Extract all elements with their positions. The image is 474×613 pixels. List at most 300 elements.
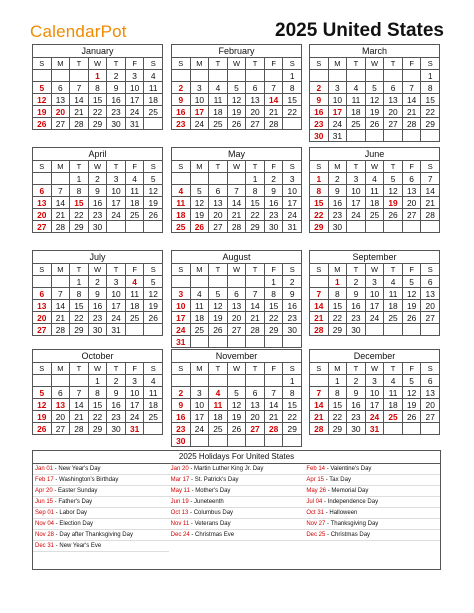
day-cell: 17 [191, 106, 210, 118]
day-cell: 25 [126, 209, 145, 221]
day-cell: 20 [246, 411, 265, 423]
day-cell: 7 [70, 82, 89, 94]
day-cell: 29 [89, 423, 108, 435]
empty-day-cell [283, 118, 302, 130]
day-cell: 4 [384, 375, 403, 387]
empty-day-cell [52, 375, 71, 387]
day-cell: 4 [209, 387, 228, 399]
weekday-header: T [384, 264, 403, 276]
holiday-date: Apr 20 [35, 488, 53, 494]
day-cell: 4 [126, 276, 145, 288]
holiday-date: Nov 04 [35, 521, 55, 527]
day-cell: 31 [172, 336, 191, 348]
holiday-name: Day after Thanksgiving Day [59, 532, 133, 538]
day-cell: 21 [310, 312, 329, 324]
day-cell: 10 [366, 288, 385, 300]
day-cell: 24 [126, 106, 145, 118]
holiday-name: New Year's Eve [59, 543, 102, 549]
month-name: October [32, 349, 163, 362]
day-cell: 17 [366, 399, 385, 411]
day-cell: 16 [89, 300, 108, 312]
holiday-date: Apr 15 [306, 477, 325, 483]
empty-day-cell [33, 276, 52, 288]
day-cell: 19 [144, 300, 163, 312]
empty-day-cell [52, 70, 71, 82]
day-cell: 10 [107, 185, 126, 197]
weekday-header: T [347, 58, 366, 70]
day-cell: 8 [329, 387, 348, 399]
day-cell: 1 [421, 70, 440, 82]
day-cell: 25 [209, 423, 228, 435]
day-cell: 9 [329, 185, 348, 197]
month-days-grid [171, 57, 302, 130]
empty-day-cell [144, 423, 163, 435]
day-cell: 14 [265, 94, 284, 106]
day-cell: 19 [33, 106, 52, 118]
weekday-header: M [329, 264, 348, 276]
page-title: 2025 United States [275, 20, 444, 41]
day-cell: 28 [310, 324, 329, 336]
day-cell: 27 [52, 118, 71, 130]
weekday-header: F [126, 363, 145, 375]
holiday-item: Dec 24 - Christmas Eve [169, 530, 305, 541]
day-cell: 8 [421, 82, 440, 94]
empty-day-cell [52, 173, 71, 185]
holiday-item: Dec 25 - Christmas Day [304, 530, 440, 541]
weekday-header: T [209, 161, 228, 173]
holiday-name: Valentine's Day [330, 466, 372, 472]
day-cell: 27 [421, 312, 440, 324]
day-cell: 9 [310, 94, 329, 106]
weekday-header: S [310, 264, 329, 276]
day-cell: 25 [384, 312, 403, 324]
day-cell: 5 [209, 288, 228, 300]
empty-day-cell [283, 336, 302, 348]
day-cell: 2 [107, 70, 126, 82]
holiday-item: Oct 31 - Halloween [304, 508, 440, 519]
day-cell: 18 [384, 300, 403, 312]
weekday-header: S [283, 264, 302, 276]
weekday-header: M [191, 58, 210, 70]
weekday-header: W [89, 58, 108, 70]
month-days-grid [32, 263, 163, 336]
holiday-name: Washington's Birthday [59, 477, 119, 483]
empty-day-cell [403, 423, 422, 435]
day-cell: 11 [209, 94, 228, 106]
holiday-item: Sep 01 - Labor Day [33, 508, 169, 519]
day-cell: 29 [89, 118, 108, 130]
holiday-item: Apr 15 - Tax Day [304, 475, 440, 486]
day-cell: 28 [70, 423, 89, 435]
day-cell: 23 [89, 209, 108, 221]
day-cell: 1 [246, 173, 265, 185]
empty-day-cell [209, 435, 228, 447]
empty-day-cell [421, 324, 440, 336]
holiday-name: Father's Day [58, 499, 93, 505]
day-cell: 27 [209, 221, 228, 233]
day-cell: 16 [310, 106, 329, 118]
holiday-name: Thanksgiving Day [330, 521, 379, 527]
day-cell: 6 [246, 82, 265, 94]
day-cell: 18 [209, 106, 228, 118]
day-cell: 20 [421, 300, 440, 312]
empty-day-cell [403, 324, 422, 336]
day-cell: 3 [107, 276, 126, 288]
holiday-date: Dec 24 [170, 532, 190, 538]
day-cell: 23 [172, 118, 191, 130]
day-cell: 31 [366, 423, 385, 435]
day-cell: 11 [172, 197, 191, 209]
holiday-item: Jan 20 - Martin Luther King Jr. Day [169, 464, 305, 475]
day-cell: 23 [310, 118, 329, 130]
day-cell: 31 [329, 130, 348, 142]
day-cell: 25 [172, 221, 191, 233]
empty-day-cell [347, 70, 366, 82]
day-cell: 26 [228, 118, 247, 130]
weekday-header: S [172, 264, 191, 276]
day-cell: 23 [172, 423, 191, 435]
holiday-item: Nov 28 - Day after Thanksgiving Day [33, 530, 169, 541]
day-cell: 10 [107, 288, 126, 300]
holidays-columns [33, 464, 440, 552]
month-september [309, 250, 440, 336]
empty-day-cell [384, 70, 403, 82]
holiday-date: May 26 [306, 488, 327, 494]
day-cell: 31 [107, 324, 126, 336]
month-february [171, 44, 302, 130]
day-cell: 16 [172, 411, 191, 423]
day-cell: 12 [144, 185, 163, 197]
day-cell: 25 [126, 312, 145, 324]
holiday-item: Jun 15 - Father's Day [33, 497, 169, 508]
day-cell: 26 [384, 209, 403, 221]
day-cell: 13 [421, 288, 440, 300]
month-july [32, 250, 163, 336]
day-cell: 6 [384, 82, 403, 94]
month-name: May [171, 147, 302, 160]
empty-day-cell [191, 336, 210, 348]
weekday-header: M [191, 264, 210, 276]
day-cell: 18 [144, 94, 163, 106]
day-cell: 16 [107, 399, 126, 411]
weekday-header: W [366, 264, 385, 276]
day-cell: 18 [366, 197, 385, 209]
day-cell: 14 [52, 197, 71, 209]
day-cell: 5 [33, 387, 52, 399]
weekday-header: T [70, 264, 89, 276]
day-cell: 9 [283, 288, 302, 300]
empty-day-cell [209, 70, 228, 82]
day-cell: 15 [89, 399, 108, 411]
month-days-grid [309, 263, 440, 336]
holiday-item: Jul 04 - Independence Day [304, 497, 440, 508]
day-cell: 19 [144, 197, 163, 209]
day-cell: 28 [246, 324, 265, 336]
month-days-grid [171, 263, 302, 348]
day-cell: 12 [228, 399, 247, 411]
holiday-name: Martin Luther King Jr. Day [194, 466, 264, 472]
day-cell: 7 [265, 387, 284, 399]
holidays-column [169, 464, 305, 552]
day-cell: 6 [33, 288, 52, 300]
day-cell: 22 [329, 312, 348, 324]
empty-day-cell [366, 130, 385, 142]
empty-day-cell [209, 336, 228, 348]
empty-day-cell [126, 324, 145, 336]
day-cell: 25 [384, 411, 403, 423]
day-cell: 10 [126, 387, 145, 399]
day-cell: 11 [384, 387, 403, 399]
weekday-header: F [403, 58, 422, 70]
day-cell: 6 [421, 276, 440, 288]
empty-day-cell [144, 118, 163, 130]
day-cell: 30 [89, 221, 108, 233]
day-cell: 27 [246, 423, 265, 435]
day-cell: 15 [70, 197, 89, 209]
day-cell: 18 [172, 209, 191, 221]
day-cell: 1 [283, 375, 302, 387]
weekday-header: W [366, 363, 385, 375]
day-cell: 9 [172, 399, 191, 411]
day-cell: 9 [89, 185, 108, 197]
empty-day-cell [144, 324, 163, 336]
day-cell: 3 [191, 387, 210, 399]
day-cell: 12 [403, 387, 422, 399]
holidays-column [33, 464, 169, 552]
day-cell: 19 [209, 312, 228, 324]
day-cell: 29 [283, 423, 302, 435]
month-may [171, 147, 302, 233]
empty-day-cell [366, 70, 385, 82]
weekday-header: S [421, 58, 440, 70]
holiday-date: Nov 27 [306, 521, 326, 527]
day-cell: 21 [70, 106, 89, 118]
day-cell: 9 [107, 387, 126, 399]
empty-day-cell [228, 375, 247, 387]
day-cell: 3 [126, 375, 145, 387]
day-cell: 21 [228, 209, 247, 221]
empty-day-cell [209, 375, 228, 387]
day-cell: 11 [126, 185, 145, 197]
day-cell: 30 [107, 423, 126, 435]
day-cell: 11 [209, 399, 228, 411]
empty-day-cell [246, 70, 265, 82]
month-october [32, 349, 163, 435]
empty-day-cell [384, 221, 403, 233]
weekday-header: S [144, 264, 163, 276]
day-cell: 18 [191, 312, 210, 324]
day-cell: 5 [33, 82, 52, 94]
day-cell: 2 [283, 276, 302, 288]
day-cell: 26 [403, 312, 422, 324]
holiday-name: Veterans Day [194, 521, 231, 527]
month-days-grid [171, 160, 302, 233]
day-cell: 12 [33, 399, 52, 411]
empty-day-cell [421, 130, 440, 142]
weekday-header: W [89, 363, 108, 375]
day-cell: 16 [89, 197, 108, 209]
day-cell: 2 [89, 276, 108, 288]
day-cell: 12 [144, 288, 163, 300]
empty-day-cell [384, 423, 403, 435]
day-cell: 10 [347, 185, 366, 197]
weekday-header: F [126, 161, 145, 173]
day-cell: 7 [310, 387, 329, 399]
weekday-header: T [384, 363, 403, 375]
day-cell: 2 [310, 82, 329, 94]
day-cell: 25 [366, 209, 385, 221]
day-cell: 2 [107, 375, 126, 387]
day-cell: 2 [265, 173, 284, 185]
weekday-header: S [421, 363, 440, 375]
empty-day-cell [310, 375, 329, 387]
day-cell: 27 [421, 411, 440, 423]
month-name: February [171, 44, 302, 57]
empty-day-cell [191, 70, 210, 82]
day-cell: 24 [366, 411, 385, 423]
day-cell: 29 [310, 221, 329, 233]
weekday-header: W [228, 264, 247, 276]
day-cell: 16 [107, 94, 126, 106]
day-cell: 15 [70, 300, 89, 312]
day-cell: 13 [403, 185, 422, 197]
weekday-header: F [265, 264, 284, 276]
day-cell: 15 [246, 197, 265, 209]
day-cell: 13 [209, 197, 228, 209]
holiday-item: Mar 17 - St. Patrick's Day [169, 475, 305, 486]
holiday-name: Independence Day [327, 499, 379, 505]
day-cell: 19 [384, 197, 403, 209]
day-cell: 17 [329, 106, 348, 118]
day-cell: 9 [265, 185, 284, 197]
day-cell: 23 [283, 312, 302, 324]
holiday-date: Jun 15 [35, 499, 54, 505]
day-cell: 27 [403, 209, 422, 221]
day-cell: 25 [347, 118, 366, 130]
holiday-date: Jul 04 [306, 499, 323, 505]
weekday-header: F [265, 363, 284, 375]
weekday-header: T [209, 363, 228, 375]
day-cell: 19 [228, 106, 247, 118]
day-cell: 14 [246, 300, 265, 312]
day-cell: 18 [126, 300, 145, 312]
weekday-header: W [89, 161, 108, 173]
day-cell: 11 [347, 94, 366, 106]
day-cell: 30 [347, 423, 366, 435]
day-cell: 6 [228, 288, 247, 300]
month-name: March [309, 44, 440, 57]
empty-day-cell [246, 375, 265, 387]
day-cell: 5 [228, 82, 247, 94]
day-cell: 13 [33, 197, 52, 209]
empty-day-cell [33, 375, 52, 387]
day-cell: 22 [70, 209, 89, 221]
day-cell: 24 [191, 118, 210, 130]
day-cell: 17 [366, 300, 385, 312]
day-cell: 6 [52, 82, 71, 94]
day-cell: 20 [209, 209, 228, 221]
empty-day-cell [191, 276, 210, 288]
day-cell: 1 [89, 70, 108, 82]
month-days-grid [309, 362, 440, 435]
day-cell: 3 [191, 82, 210, 94]
day-cell: 22 [283, 411, 302, 423]
day-cell: 17 [347, 197, 366, 209]
day-cell: 26 [33, 423, 52, 435]
holiday-date: Dec 31 [35, 543, 55, 549]
day-cell: 15 [329, 399, 348, 411]
empty-day-cell [228, 173, 247, 185]
day-cell: 23 [329, 209, 348, 221]
day-cell: 1 [329, 276, 348, 288]
day-cell: 16 [347, 300, 366, 312]
day-cell: 22 [265, 312, 284, 324]
weekday-header: S [172, 161, 191, 173]
month-november [171, 349, 302, 447]
weekday-header: S [172, 58, 191, 70]
weekday-header: T [347, 363, 366, 375]
day-cell: 18 [126, 197, 145, 209]
weekday-header: W [366, 161, 385, 173]
holiday-item: Feb 14 - Valentine's Day [304, 464, 440, 475]
day-cell: 2 [89, 173, 108, 185]
empty-day-cell [52, 276, 71, 288]
weekday-header: S [421, 264, 440, 276]
day-cell: 17 [126, 399, 145, 411]
day-cell: 21 [310, 411, 329, 423]
day-cell: 13 [52, 399, 71, 411]
holiday-name: Election Day [59, 521, 94, 527]
day-cell: 7 [310, 288, 329, 300]
day-cell: 5 [228, 387, 247, 399]
day-cell: 28 [228, 221, 247, 233]
day-cell: 21 [52, 209, 71, 221]
weekday-header: S [144, 58, 163, 70]
holiday-date: Nov 28 [35, 532, 55, 538]
day-cell: 27 [52, 423, 71, 435]
day-cell: 4 [144, 375, 163, 387]
day-cell: 28 [52, 324, 71, 336]
day-cell: 28 [421, 209, 440, 221]
holiday-name: Easter Sunday [58, 488, 98, 494]
weekday-header: T [107, 161, 126, 173]
empty-day-cell [33, 173, 52, 185]
holiday-item: Oct 13 - Columbus Day [169, 508, 305, 519]
day-cell: 1 [265, 276, 284, 288]
month-name: December [309, 349, 440, 362]
weekday-header: S [33, 58, 52, 70]
day-cell: 22 [310, 209, 329, 221]
day-cell: 11 [384, 288, 403, 300]
day-cell: 1 [283, 70, 302, 82]
weekday-header: F [126, 264, 145, 276]
holiday-name: Juneteenth [194, 499, 224, 505]
day-cell: 28 [310, 423, 329, 435]
weekday-header: T [246, 58, 265, 70]
holiday-name: Tax Day [329, 477, 351, 483]
empty-day-cell [107, 221, 126, 233]
day-cell: 22 [421, 106, 440, 118]
day-cell: 6 [403, 173, 422, 185]
empty-day-cell [265, 336, 284, 348]
month-days-grid [32, 57, 163, 130]
day-cell: 26 [191, 221, 210, 233]
day-cell: 30 [329, 221, 348, 233]
empty-day-cell [366, 221, 385, 233]
empty-day-cell [347, 221, 366, 233]
empty-day-cell [421, 423, 440, 435]
day-cell: 3 [347, 173, 366, 185]
